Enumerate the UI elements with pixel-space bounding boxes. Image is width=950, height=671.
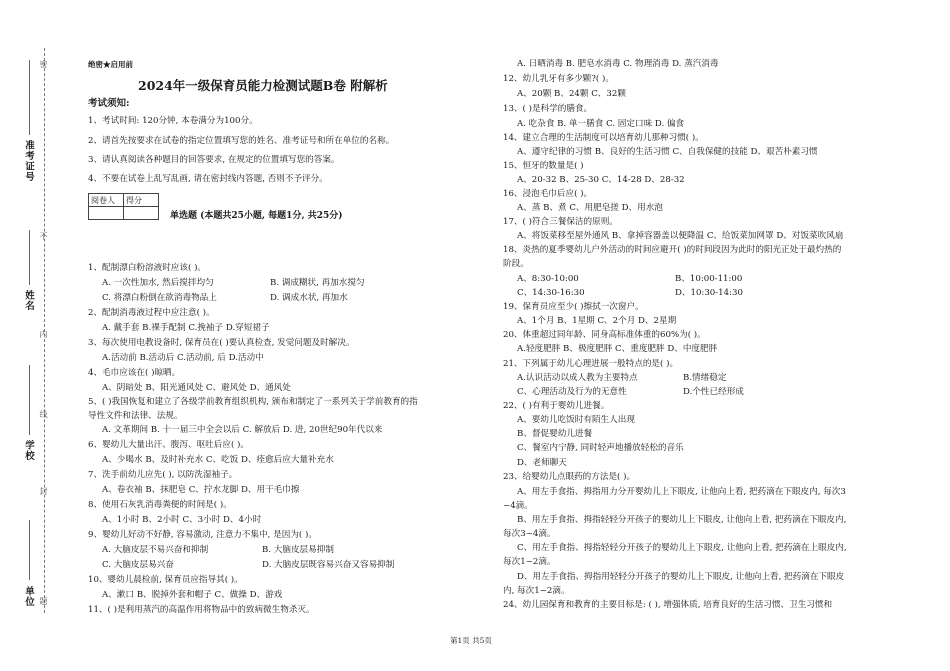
option: A.轻度肥胖 B、极度肥胖 C、重度肥胖 D、中度肥胖 — [517, 344, 718, 354]
unit-label: 单位 — [23, 586, 34, 607]
question: 2、配制消毒液过程中应注意( )。 — [88, 308, 215, 318]
seal-char: 内 — [39, 330, 48, 338]
page-number: 第1页 共5页 — [450, 636, 492, 645]
option: A.活动前 B.活动后 C.活动前, 后 D.活动中 — [102, 353, 264, 363]
question: 15、恒牙的数量是( ) — [503, 161, 584, 171]
option: A. 文革期间 B. 十一届三中全会以后 C. 解放后 D. 进, 20世纪90年代以来 — [102, 425, 383, 435]
question: 20、体重超过同年龄、同身高标准体重的60%为( )。 — [503, 330, 706, 340]
option: A、遵守纪律的习惯 B、良好的生活习惯 C、自我保健的技能 D、艰苦朴素习惯 — [517, 147, 818, 157]
seal-char: 题 — [39, 597, 48, 605]
question: 12、幼儿乳牙有多少颗?( )。 — [503, 74, 614, 84]
question: 22、( )有利于婴幼儿进餐。 — [503, 401, 610, 411]
option: D、10:30-14:30 — [675, 288, 743, 298]
option: B、10:00-11:00 — [675, 274, 743, 284]
option: A、卷衣袖 B、抹肥皂 C、拧水龙脚 D、用干毛巾擦 — [102, 485, 300, 495]
seal-char: 不 — [39, 232, 48, 240]
option: C、心理活动及行为的无意性 — [517, 387, 627, 397]
question: 10、婴幼儿晨检前, 保育员应指导其( )。 — [88, 575, 243, 585]
question: 11、( )是利用蒸汽的高温作用将物品中的致病微生物杀灭。 — [88, 605, 315, 615]
question: 4、毛巾应该在( )晾晒。 — [88, 368, 181, 378]
option: A. 日晒消毒 B. 肥皂水消毒 C. 物理消毒 D. 蒸汽消毒 — [517, 59, 719, 69]
option: D. 调成水状, 再加水 — [270, 293, 348, 303]
option: C. 大脑皮层易兴奋 — [102, 560, 174, 570]
option-cont: 内, 每次1~2滴。 — [503, 586, 570, 596]
question: 19、保育员应至少( )擦拭一次窗户。 — [503, 302, 644, 312]
option: A、20-32 B、25-30 C、14-28 D、28-32 — [517, 175, 685, 185]
question: 18、炎热的夏季婴幼儿户外活动的时间应避开( )的时间段因为此时的阳光正处于最灼热的 — [503, 245, 842, 255]
question: 24、幼儿园保育和教育的主要目标是: ( ), 增强体质, 培育良好的生活习惯、卫生习惯和 — [503, 600, 833, 610]
question: 13、( )是科学的膳食。 — [503, 104, 593, 114]
notice-heading: 考试须知: — [88, 98, 130, 109]
section-title: 单选题 (本题共25小题, 每题1分, 共25分) — [170, 211, 343, 221]
seal-char: 密 — [39, 60, 48, 68]
option-cont: 每次1~2滴。 — [503, 557, 556, 567]
seal-char: 封 — [39, 487, 48, 495]
question: 1、配制漂白粉溶液时应该( )。 — [88, 263, 207, 273]
option: D.个性已经形成 — [683, 387, 744, 397]
grader-input-cell[interactable] — [89, 207, 124, 220]
option: B. 调成糊状, 再加水搅匀 — [270, 278, 365, 288]
question: 5、( )我国恢复和建立了各级学前教育组织机构, 颁布和制定了一系列关于学前教育的指 — [88, 397, 418, 407]
page-title: 2024年一级保育员能力检测试题B卷 附解析 — [138, 78, 388, 93]
option: C、餐室内宁静, 同时轻声地播放轻松的音乐 — [517, 443, 684, 453]
option: A. 大脑皮层不易兴奋和抑制 — [102, 545, 209, 555]
question-cont: 导性文件和法律、法规。 — [88, 411, 183, 421]
score-cell: 得分 — [124, 194, 159, 207]
exam-id-line — [29, 60, 30, 135]
option: A. 一次性加水, 然后搅拌均匀 — [102, 278, 214, 288]
option: C、14:30-16:30 — [517, 288, 585, 298]
question: 7、洗手前幼儿应先( ), 以防洗湿袖子。 — [88, 470, 238, 480]
question: 16、浸泡毛巾后应( )。 — [503, 189, 593, 199]
option: A、20颗 B、24颗 C、32颗 — [517, 89, 626, 99]
school-label: 学校 — [23, 440, 34, 461]
option: A. 吃杂食 B. 单一膳食 C. 固定口味 D. 偏食 — [517, 119, 685, 129]
grader-cell: 阅卷人 — [89, 194, 124, 207]
option: C. 将漂白粉倒在欲消毒物品上 — [102, 293, 217, 303]
option: D、老师聊天 — [517, 458, 567, 468]
option: B、用左手食指、拇指轻轻分开孩子的婴幼儿上下眼皮, 让他向上看, 把药滴在下眼皮内, — [517, 515, 847, 525]
option: A、少喝水 B、及时补充水 C、吃饭 D、痊愈后应大量补充水 — [102, 455, 334, 465]
exam-id-label: 准考证号 — [23, 140, 34, 182]
notice-item: 4、不要在试卷上乱写乱画, 请在密封线内答题, 否则不予评分。 — [88, 174, 328, 184]
option: A、1小时 B、2小时 C、3小时 D、4小时 — [102, 515, 262, 525]
option: A、将饭菜移至屋外通风 B、拿掉容器盖以便降温 C、给饭菜加网罩 D、对饭菜吹风扇 — [517, 231, 844, 241]
question: 3、每次使用电教设备时, 保育员在( )要认真检查, 发觉问题及时解决。 — [88, 338, 355, 348]
option: A、漱口 B、脱掉外套和帽子 C、做操 D、游戏 — [102, 590, 283, 600]
notice-item: 3、请认真阅读各种题目的回答要求, 在规定的位置填写您的答案。 — [88, 155, 340, 165]
unit-line — [29, 520, 30, 580]
option: A、要幼儿吃饭时有陌生人出现 — [517, 415, 635, 425]
option: C、用左手食指、拇指轻轻分开孩子的婴幼儿上下眼皮, 让他向上看, 把药滴在上眼皮内, — [517, 543, 847, 553]
option-cont: ~4滴。 — [503, 501, 533, 511]
option: A、8:30-10:00 — [517, 274, 579, 284]
name-label: 姓名 — [23, 290, 34, 311]
question: 8、使用石灰乳消毒粪便的时间是( )。 — [88, 500, 232, 510]
option-cont: 每次3~4滴。 — [503, 529, 556, 539]
question: 17、( )符合三餐保洁的原则。 — [503, 217, 618, 227]
option: A、阴暗处 B、阳光通风处 C、避风处 D、通风处 — [102, 383, 291, 393]
notice-item: 1、考试时间: 120分钟, 本卷满分为100分。 — [88, 116, 258, 126]
notice-item: 2、请首先按要求在试卷的指定位置填写您的姓名、准考证号和所在单位的名称。 — [88, 136, 395, 146]
school-line — [29, 365, 30, 435]
name-line — [29, 230, 30, 285]
option: A、蒸 B、煮 C、用肥皂搓 D、用水泡 — [517, 203, 663, 213]
question: 14、建立合理的生活制度可以培育幼儿那种习惯( )。 — [503, 133, 704, 143]
question: 21、下列属于幼儿心理进展一般特点的是( )。 — [503, 359, 679, 369]
option: D. 大脑皮层既容易兴奋又容易抑制 — [262, 560, 395, 570]
option: A、用左手食指、拇指用力分开婴幼儿上下眼皮, 让他向上看, 把药滴在下眼皮内, 每次3 — [517, 487, 846, 497]
question-cont: 阶段。 — [503, 259, 529, 269]
option: A、1个月 B、1星期 C、2个月 D、2星期 — [517, 316, 677, 326]
option: B.情绪稳定 — [683, 373, 727, 383]
score-table — [88, 193, 159, 220]
question: 9、婴幼儿好动不好静, 容易激动, 注意力不集中, 是因为( )。 — [88, 530, 317, 540]
score-input-cell[interactable] — [124, 207, 159, 220]
secret-mark: 绝密★启用前 — [88, 60, 133, 69]
option: A. 戴手套 B.裸手配制 C.挽袖子 D.穿短裙子 — [102, 323, 270, 333]
seal-char: 线 — [39, 410, 48, 418]
question: 23、给婴幼儿点眼药的方法是( )。 — [503, 472, 636, 482]
option: D、用左手食指、拇指用轻轻分开孩子的婴幼儿上下眼皮, 让他向上看, 把药滴在下眼皮 — [517, 572, 845, 582]
question: 6、婴幼儿大量出汗、腹泻、呕吐后应( )。 — [88, 440, 249, 450]
option: A.认识活动以成人教为主要特点 — [517, 373, 638, 383]
option: B. 大脑皮层易抑制 — [262, 545, 334, 555]
option: B、督促婴幼儿进餐 — [517, 429, 593, 439]
